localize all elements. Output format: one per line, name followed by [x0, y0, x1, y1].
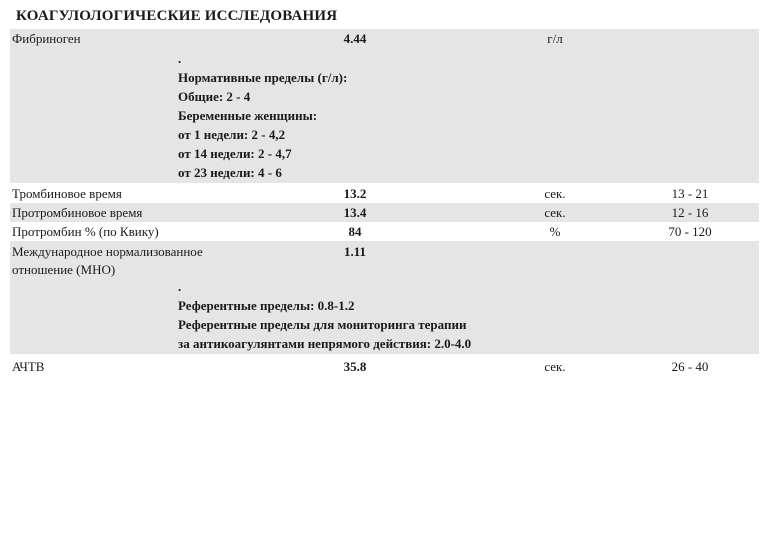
- test-reference: 13 - 21: [671, 186, 709, 201]
- test-unit: %: [549, 224, 561, 239]
- table-row-aptt: [10, 357, 759, 376]
- test-value: 4.44: [343, 31, 367, 46]
- note-line: Общие: 2 - 4: [178, 89, 251, 104]
- note-line: Беременные женщины:: [178, 108, 318, 123]
- test-unit: сек.: [544, 205, 566, 220]
- table-row-prothrombin-time: [10, 203, 759, 222]
- test-name: Протромбиновое время: [12, 205, 143, 220]
- note-line: Референтные пределы: 0.8-1.2: [178, 298, 355, 313]
- note-line: от 1 недели: 2 - 4,2: [178, 127, 286, 142]
- inr-reference-note: [178, 277, 471, 353]
- test-reference: 26 - 40: [671, 359, 709, 374]
- table-row-prothrombin-quick: [10, 222, 759, 241]
- note-line: за антикоагулянтами непрямого действия: 2.0-4.0: [178, 336, 472, 351]
- test-name: Фибриноген: [12, 31, 81, 46]
- fibrinogen-reference-note: [178, 49, 347, 182]
- note-line: .: [178, 51, 182, 66]
- test-name: АЧТВ: [12, 359, 45, 374]
- note-line: Референтные пределы для мониторинга терапии: [178, 317, 467, 332]
- test-unit: сек.: [544, 186, 566, 201]
- table-row-inr: [10, 241, 759, 354]
- note-line: от 23 недели: 4 - 6: [178, 165, 282, 180]
- test-unit: г/л: [547, 31, 563, 46]
- note-line: .: [178, 279, 182, 294]
- test-name: Протромбин % (по Квику): [12, 224, 159, 239]
- note-line: Нормативные пределы (г/л):: [178, 70, 348, 85]
- test-unit: сек.: [544, 359, 566, 374]
- table-row-thrombin-time: [10, 184, 759, 203]
- table-row-fibrinogen: [10, 29, 759, 183]
- test-reference: 70 - 120: [668, 224, 712, 239]
- test-reference: 12 - 16: [671, 205, 709, 220]
- test-value: 13.2: [343, 186, 367, 201]
- test-name-line: отношение (МНО): [12, 262, 116, 277]
- test-value: 1.11: [343, 244, 367, 259]
- test-value: 35.8: [343, 359, 367, 374]
- note-line: от 14 недели: 2 - 4,7: [178, 146, 292, 161]
- page-title: КОАГУЛОЛОГИЧЕСКИЕ ИССЛЕДОВАНИЯ: [16, 8, 338, 24]
- test-name-line: Международное нормализованное: [12, 244, 203, 259]
- test-value: 84: [348, 224, 362, 239]
- test-value: 13.4: [343, 205, 367, 220]
- test-name: Тромбиновое время: [12, 186, 122, 201]
